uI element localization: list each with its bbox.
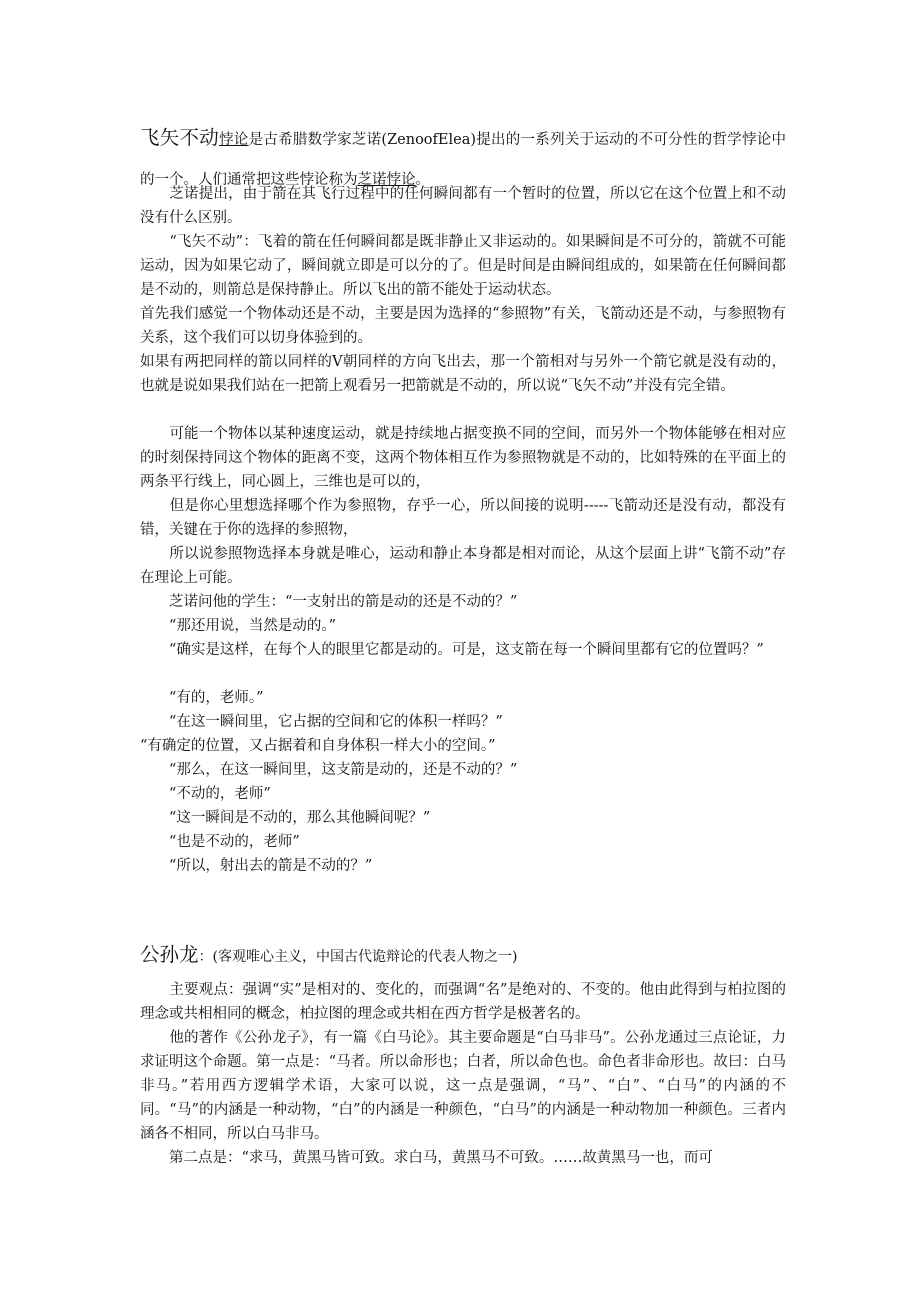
dialogue-line: “所以，射出去的箭是不动的？” [140, 858, 373, 874]
intro-text: 是古希腊数学家芝诺(ZenoofElea)提出的一系列关于运动的不可分性的哲学悖论中的一个。人们通常把这些悖论称为 [140, 132, 786, 188]
paragraph: 他的著作《公孙龙子》，有一篇《白马论》。其主要命题是“白马非马”。公孙龙通过三点论证，力求证明这个命题。第一点是：“马者。所以命形也；白者，所以命色也。命色者非命形也。故曰：白马非马。”若用西方逻辑学术语，大家可以说，这一点是强调，“马”、“白”、“白马”的内涵的不同。“马”的内涵是一种动物，“白”的内涵是一种颜色，“白马”的内涵是一种动物加一种颜色。三者内涵各不相同，所以白马非马。 [140, 1030, 786, 1142]
intro-end: 。 [415, 172, 430, 188]
dialogue-line: “这一瞬间是不动的，那么其他瞬间呢？” [140, 810, 431, 826]
paragraph: 第二点是：“求马，黄黑马皆可致。求白马，黄黑马不可致。……故黄黑马一也，而可 [140, 1150, 713, 1166]
paragraph: 可能一个物体以某种速度运动，就是持续地占据变换不同的空间，而另外一个物体能够在相对应的时刻保持同这个物体的距离不变，这两个物体相互作为参照物就是不动的，比如特殊的在平面上的两条平行线上，同心圆上，三维也是可以的， [140, 426, 786, 490]
dialogue-line: “确实是这样，在每个人的眼里它都是动的。可是，这支箭在每一个瞬间里都有它的位置吗？” [140, 642, 764, 658]
paragraph: 所以说参照物选择本身就是唯心，运动和静止本身都是相对而论，从这个层面上讲“飞箭不动”存在理论上可能。 [140, 546, 786, 586]
dialogue-line: “有确定的位置，又占据着和自身体积一样大小的空间。” [140, 738, 496, 754]
dialogue-line: “在这一瞬间里，它占据的空间和它的体积一样吗？” [140, 714, 503, 730]
dialogue-line: “有的，老师。” [140, 690, 264, 706]
dialogue-line: “那还用说，当然是动的。” [140, 618, 337, 634]
dialogue-line: “那么，在这一瞬间里，这支箭是动的，还是不动的？” [140, 762, 518, 778]
section-heading-flying-arrow: 飞矢不动 [140, 126, 220, 149]
paragraph: 芝诺提出，由于箭在其飞行过程中的任何瞬间都有一个暂时的位置，所以它在这个位置上和不动没有什么区别。 [140, 186, 786, 226]
dialogue-line: 芝诺问他的学生：“一支射出的箭是动的还是不动的？” [140, 594, 518, 610]
paragraph: 但是你心里想选择哪个作为参照物，存乎一心，所以间接的说明-----飞箭动还是没有动，都没有错，关键在于你的选择的参照物， [140, 498, 786, 538]
paragraph: 主要观点：强调“实”是相对的、变化的，而强调“名”是绝对的、不变的。他由此得到与柏拉图的理念或共相相同的概念，柏拉图的理念或共相在西方哲学是极著名的。 [140, 982, 786, 1022]
section-heading-gongsun-long: 公孙龙 [140, 943, 199, 966]
section-heading-line [140, 940, 786, 972]
paragraph: “飞矢不动”：飞着的箭在任何瞬间都是既非静止又非运动的。如果瞬间是不可分的，箭就不可能运动，因为如果它动了，瞬间就立即是可以分的了。但是时间是由瞬间组成的，如果箭在任何瞬间都是不动的，则箭总是保持静止。所以飞出的箭不能处于运动状态。 [140, 234, 786, 298]
dialogue-line: “不动的，老师” [140, 786, 271, 802]
section-subtitle: ：(客观唯心主义，中国古代诡辩论的代表人物之一) [198, 949, 518, 965]
paragraph: 如果有两把同样的箭以同样的V朝同样的方向飞出去，那一个箭相对与另外一个箭它就是没有动的，也就是说如果我们站在一把箭上观看另一把箭就是不动的，所以说“飞矢不动”并没有完全错。 [140, 354, 786, 394]
paragraph: 首先我们感觉一个物体动还是不动，主要是因为选择的“参照物”有关，飞箭动还是不动，与参照物有关系，这个我们可以切身体验到的。 [140, 306, 786, 346]
dialogue-line: “也是不动的，老师” [140, 834, 300, 850]
link-paradox[interactable]: 悖论 [219, 132, 249, 148]
link-zeno-paradox[interactable]: 芝诺悖论 [357, 172, 416, 188]
